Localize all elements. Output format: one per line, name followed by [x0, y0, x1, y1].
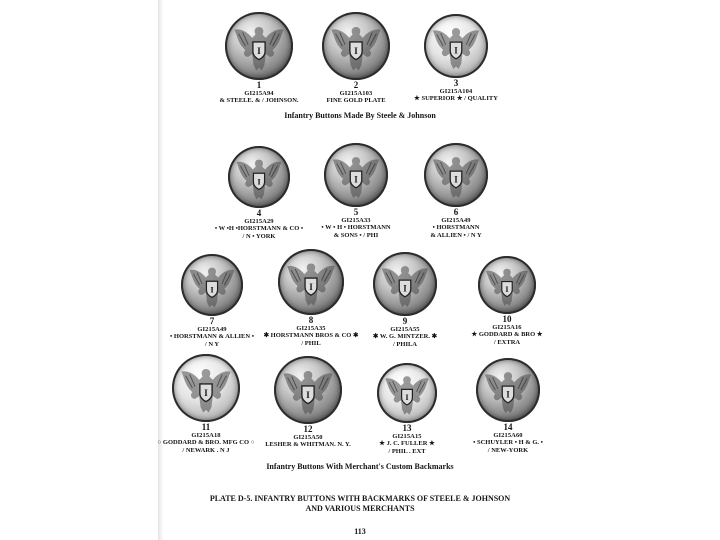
- button-number: 14: [503, 422, 513, 432]
- eagle-infantry-button-icon: [373, 252, 437, 316]
- button-backmark: ○ GODDARD & BRO. MFG CO ○: [157, 439, 255, 446]
- eagle-infantry-button-icon: [424, 143, 488, 207]
- button-backmark: ★ J. C. FULLER ★: [379, 440, 435, 447]
- button-backmark: • HORSTMANN & ALLIEN •: [169, 333, 254, 340]
- button-number: 9: [402, 316, 408, 326]
- button-backmark: / NEW-YORK: [487, 446, 529, 454]
- eagle-infantry-button-icon: [478, 256, 536, 314]
- button-backmark: ★ GODDARD & BRO ★: [471, 331, 543, 338]
- eagle-infantry-button-icon: [181, 254, 243, 316]
- button-item-10: [432, 256, 582, 346]
- button-code: GI215A94: [244, 90, 274, 97]
- button-backmark: ✱ W. G. MINTZER. ✱: [372, 333, 438, 340]
- button-code: GI215A49: [441, 217, 471, 224]
- button-number: 13: [402, 423, 412, 433]
- button-backmark: • W • H • HORSTMANN: [321, 224, 391, 231]
- button-item-6: [381, 143, 531, 239]
- eagle-infantry-button-icon: [377, 363, 437, 423]
- button-code: GI215A55: [390, 326, 420, 333]
- button-number: 10: [502, 314, 512, 324]
- button-number: 5: [353, 207, 359, 217]
- button-number: 7: [209, 316, 215, 326]
- button-code: GI215A49: [197, 326, 227, 333]
- button-backmark: / N Y: [204, 340, 220, 348]
- page-number: 113: [354, 527, 366, 536]
- button-backmark: & STEELE. & / JOHNSON.: [219, 97, 299, 104]
- eagle-infantry-button-icon: [322, 12, 390, 80]
- button-number: 3: [453, 78, 459, 88]
- button-backmark: • HORSTMANN: [432, 224, 480, 231]
- eagle-infantry-button-icon: [172, 354, 240, 422]
- button-code: GI215A33: [341, 217, 371, 224]
- eagle-infantry-button-icon: [324, 143, 388, 207]
- button-backmark: / N • YORK: [242, 232, 276, 240]
- button-backmark: / PHIL: [301, 339, 321, 347]
- button-number: 1: [256, 80, 262, 90]
- button-backmark: LESHER & WHITMAN. N. Y.: [265, 441, 351, 448]
- button-number: 6: [453, 207, 459, 217]
- button-backmark: / NEWARK . N J: [182, 446, 230, 454]
- button-backmark: & ALLIEN • / N Y: [430, 231, 482, 239]
- button-backmark: / EXTRA: [493, 338, 521, 346]
- button-code: GI215A15: [392, 433, 422, 440]
- button-code: GI215A18: [191, 432, 221, 439]
- button-code: GI215A60: [493, 432, 523, 439]
- button-code: GI215A104: [439, 88, 473, 95]
- button-backmark: & SONS • / PHI: [333, 231, 379, 239]
- button-number: 4: [256, 208, 262, 218]
- button-number: 11: [201, 422, 211, 432]
- button-number: 12: [303, 424, 313, 434]
- section-caption-steele-johnson: Infantry Buttons Made By Steele & Johnson: [284, 111, 436, 120]
- button-backmark: / PHIL . EXT: [388, 447, 426, 455]
- button-backmark: FINE GOLD PLATE: [326, 97, 386, 104]
- section-caption-merchants: Infantry Buttons With Merchant's Custom Backmarks: [266, 462, 454, 471]
- button-code: GI215A50: [293, 434, 323, 441]
- button-code: GI215A103: [339, 90, 373, 97]
- button-backmark: • SCHUYLER • H & G. •: [473, 439, 543, 446]
- button-code: GI215A29: [244, 218, 274, 225]
- button-backmark: ✱ HORSTMANN BROS & CO ✱: [263, 332, 359, 339]
- eagle-infantry-button-icon: [424, 14, 488, 78]
- button-item-3: [381, 14, 531, 103]
- button-backmark: ★ SUPERIOR ★ / QUALITY: [414, 95, 498, 102]
- button-number: 8: [308, 315, 314, 325]
- plate-caption-line-1: PLATE D-5. INFANTRY BUTTONS WITH BACKMARKS OF STEELE & JOHNSON: [209, 494, 511, 503]
- button-backmark: • W •H •HORSTMANN & CO •: [214, 225, 304, 232]
- button-item-14: [433, 358, 583, 454]
- button-backmark: / PHILA: [392, 340, 418, 348]
- plate-caption-line-2: AND VARIOUS MERCHANTS: [305, 504, 415, 513]
- button-number: 2: [353, 80, 359, 90]
- button-code: GI215A16: [492, 324, 522, 331]
- button-code: GI215A35: [296, 325, 326, 332]
- eagle-infantry-button-icon: [476, 358, 540, 422]
